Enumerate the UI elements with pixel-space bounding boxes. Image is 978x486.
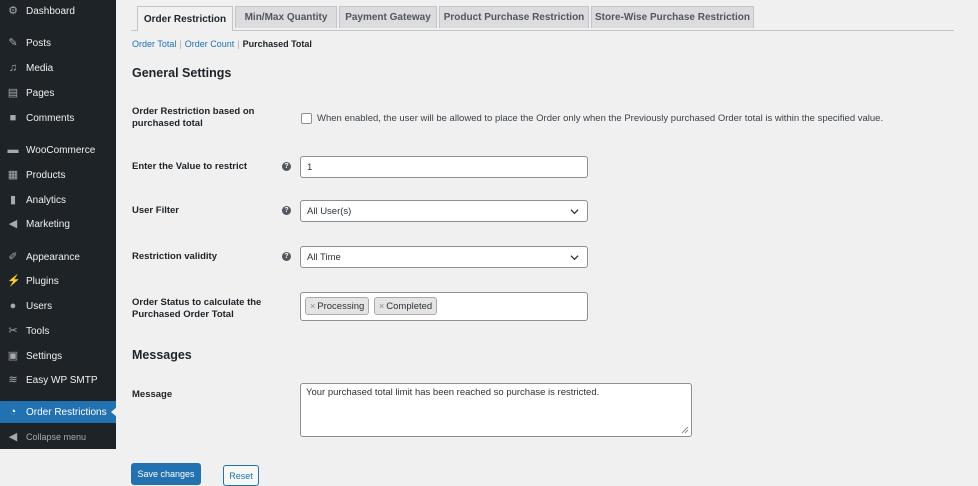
tab-order-restriction[interactable]: Order Restriction xyxy=(137,6,233,31)
dashboard-icon: ⚙ xyxy=(8,5,18,17)
pages-icon: ▤ xyxy=(7,87,19,99)
save-changes-button[interactable]: Save changes xyxy=(131,463,201,485)
order-restrictions-icon: ◔ xyxy=(9,406,17,418)
admin-sidebar xyxy=(0,0,116,449)
sidebar-item-label: Marketing xyxy=(26,218,70,230)
user-filter-select[interactable] xyxy=(300,200,588,222)
sidebar-item-label: Users xyxy=(26,300,53,312)
tab-store-wise-purchase-restriction[interactable]: Store-Wise Purchase Restriction xyxy=(591,6,754,28)
restriction-enable-checkbox[interactable] xyxy=(301,113,312,124)
help-icon[interactable]: ? xyxy=(282,252,291,261)
pin-icon: ✎ xyxy=(8,37,18,49)
restriction-validity-value: All Time xyxy=(307,251,341,263)
sidebar-item-order-restrictions[interactable] xyxy=(0,401,116,423)
message-label: Message xyxy=(132,389,173,400)
sidebar-item-posts[interactable] xyxy=(0,32,116,54)
sub-navigation xyxy=(132,39,312,49)
sidebar-item-label: WooCommerce xyxy=(26,144,96,156)
sidebar-item-label: Posts xyxy=(26,37,52,49)
analytics-icon: ▮ xyxy=(9,194,17,206)
tab-payment-gateway[interactable]: Payment Gateway xyxy=(339,6,437,28)
chip-label: Completed xyxy=(386,300,433,312)
appearance-icon: ✐ xyxy=(8,251,18,263)
subnav-separator: | xyxy=(179,39,182,49)
chip-label: Processing xyxy=(317,300,365,312)
sidebar-item-media[interactable] xyxy=(0,57,116,79)
sidebar-item-appearance[interactable] xyxy=(0,246,116,268)
sidebar-item-label: Pages xyxy=(26,87,55,99)
general-settings-heading: General Settings xyxy=(132,66,232,80)
order-status-label: Order Status to calculate the Purchased Order Total xyxy=(132,297,262,320)
sidebar-item-plugins[interactable] xyxy=(0,270,116,292)
sidebar-item-settings[interactable] xyxy=(0,345,116,367)
tools-icon: ✂ xyxy=(8,325,18,337)
remove-chip-icon[interactable]: × xyxy=(310,301,316,311)
sidebar-item-label: Dashboard xyxy=(26,5,75,17)
restriction-description: When enabled, the user will be allowed to place the Order only when the Previously purchased Order total is within the specified value. xyxy=(317,113,884,124)
sidebar-item-label: Plugins xyxy=(26,275,59,287)
reset-button[interactable]: Reset xyxy=(223,465,259,486)
sidebar-item-users[interactable] xyxy=(0,295,116,317)
sidebar-item-easy-wp-smtp[interactable] xyxy=(0,369,116,391)
sidebar-item-label: Easy WP SMTP xyxy=(26,374,98,386)
sidebar-item-products[interactable] xyxy=(0,164,116,186)
sidebar-item-label: Analytics xyxy=(26,194,67,206)
sidebar-item-label: Order Restrictions xyxy=(26,406,107,418)
restrict-value-input[interactable]: 1 xyxy=(300,156,588,178)
marketing-icon: ◀ xyxy=(8,218,18,230)
woocommerce-icon: ▬ xyxy=(7,144,19,156)
messages-heading: Messages xyxy=(132,348,192,362)
tab-min-max-quantity[interactable]: Min/Max Quantity xyxy=(235,6,337,28)
user-filter-value: All User(s) xyxy=(307,205,352,217)
sidebar-item-label: Comments xyxy=(26,112,75,124)
sidebar-item-label: Collapse menu xyxy=(26,432,87,442)
sidebar-item-label: Tools xyxy=(26,325,50,337)
sidebar-item-comments[interactable] xyxy=(0,107,116,129)
comments-icon: ■ xyxy=(9,112,17,124)
sidebar-item-marketing[interactable] xyxy=(0,213,116,235)
sidebar-item-woocommerce[interactable] xyxy=(0,139,116,161)
status-chip-completed xyxy=(374,297,437,315)
smtp-icon: ≋ xyxy=(8,374,18,386)
sidebar-item-analytics[interactable] xyxy=(0,189,116,211)
media-icon: ♫ xyxy=(8,62,18,74)
subnav-order-total-link[interactable]: Order Total xyxy=(132,39,177,49)
help-icon[interactable]: ? xyxy=(282,162,291,171)
sidebar-item-label: Media xyxy=(26,62,54,74)
restriction-toggle-label: Order Restriction based on purchased total xyxy=(132,106,255,129)
sidebar-item-label: Settings xyxy=(26,350,63,362)
restriction-validity-select[interactable] xyxy=(300,246,588,268)
order-status-multiselect[interactable] xyxy=(300,292,588,321)
sidebar-item-collapse-menu[interactable] xyxy=(0,426,116,448)
tab-product-purchase-restriction[interactable]: Product Purchase Restriction xyxy=(439,6,589,28)
sidebar-item-tools[interactable] xyxy=(0,320,116,342)
subnav-separator: | xyxy=(237,39,240,49)
restriction-validity-label: Restriction validity xyxy=(132,251,217,262)
products-icon: ▦ xyxy=(7,169,19,181)
sidebar-item-label: Appearance xyxy=(26,251,80,263)
collapse-icon: ◀ xyxy=(8,431,18,443)
remove-chip-icon[interactable]: × xyxy=(379,301,385,311)
sidebar-item-label: Products xyxy=(26,169,66,181)
message-textarea[interactable] xyxy=(300,383,692,437)
chevron-down-icon xyxy=(570,207,579,216)
status-chip-processing xyxy=(305,297,369,315)
settings-icon: ▣ xyxy=(7,350,19,362)
plugins-icon: ⚡ xyxy=(7,275,21,287)
subnav-order-count-link[interactable]: Order Count xyxy=(184,39,235,49)
user-filter-label: User Filter xyxy=(132,205,179,216)
settings-tabs xyxy=(131,6,954,31)
sidebar-item-dashboard[interactable] xyxy=(0,0,116,22)
restrict-value-label: Enter the Value to restrict xyxy=(132,161,248,172)
users-icon: ● xyxy=(9,300,17,312)
chevron-down-icon xyxy=(570,253,579,262)
help-icon[interactable]: ? xyxy=(282,206,291,215)
sidebar-item-pages[interactable] xyxy=(0,82,116,104)
subnav-purchased-total-current: Purchased Total xyxy=(242,39,312,49)
message-text: Your purchased total limit has been reached so purchase is restricted. xyxy=(306,387,600,398)
resize-handle-icon[interactable] xyxy=(681,426,689,434)
